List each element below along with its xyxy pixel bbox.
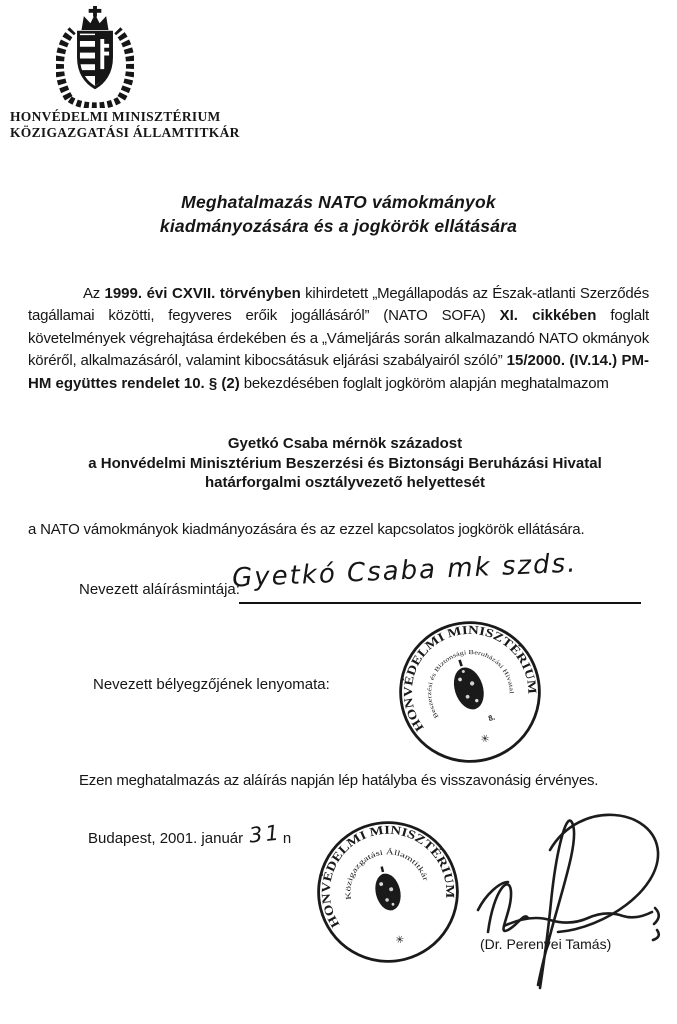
stamp-center-emblem	[370, 864, 405, 914]
law-seg-6: bekezdésében foglalt jogköröm alapján meghatalmazom	[239, 374, 609, 392]
grantee-organization: a Honvédelmi Minisztérium Beszerzési és Biztonsági Beruházási Hivatal	[88, 454, 602, 472]
signature-line	[239, 602, 641, 604]
grantee-position: határforgalmi osztályvezető helyettesét	[204, 474, 486, 491]
handwritten-day: 31	[247, 820, 284, 848]
law-seg-4: foglalt követelmények végrehajtása érdekében és a „Vámeljárás során alkalmazandó NATO okmányok köréről, alkalmazásáról, valamint kibocsátásuk eljárási szabályairól szóló”	[28, 307, 649, 370]
approver-handwritten-signature	[430, 790, 677, 1005]
stamp-outer-text: HONVÉDELMI MINISZTÉRIUM	[318, 822, 458, 931]
law-seg-5: 15/2000. (IV.14.) PM-HM együttes rendelet 10. § (2)	[28, 352, 649, 392]
round-stamp-state-secretary	[297, 801, 479, 983]
signer-printed-name: (Dr. Perenyei Tamás)	[480, 936, 612, 952]
stamp-star: ✳	[394, 934, 406, 947]
stamp-outer-text: HONVÉDELMI MINISZTÉRIUM	[400, 622, 540, 735]
ministry-name: HONVÉDELMI MINISZTÉRIUM	[10, 109, 221, 124]
law-seg-1: 1999. évi CXVII. törvényben	[104, 285, 301, 302]
stamp-specimen-label: Nevezett bélyegzőjének lenyomata:	[93, 676, 330, 693]
signature-specimen-label: Nevezett aláírásmintája:	[79, 581, 240, 598]
title-line-2: kiadmányozására és a jogkörök ellátására	[159, 216, 518, 236]
title-line-1: Meghatalmazás NATO vámokmányok	[181, 192, 496, 212]
stamp-star: ✳	[479, 732, 492, 747]
law-seg-0: Az	[83, 285, 105, 302]
date-line	[88, 820, 292, 848]
grantee-block	[0, 434, 677, 493]
state-secretary-office: KÖZIGAZGATÁSI ÁLLAMTITKÁR	[10, 125, 240, 140]
handwritten-signature-specimen: Gyetkó Csaba mk szds.	[231, 548, 578, 594]
stamp-inner-text: Beszerzési és Biztonsági Beruházási Hivatal	[427, 649, 514, 719]
stamp-center-emblem	[446, 656, 489, 714]
document-title	[0, 190, 677, 238]
grantee-name-rank: Gyetkó Csaba mérnök századost	[227, 435, 463, 452]
stamp-number: 8.	[486, 711, 496, 724]
date-suffix: n	[282, 830, 292, 847]
hungarian-coat-of-arms-icon	[56, 6, 134, 108]
validity-line: Ezen meghatalmazás az aláírás napján lép hatályba és visszavonásig érvényes.	[79, 772, 599, 789]
scope-line: a NATO vámokmányok kiadmányozására és az ezzel kapcsolatos jogkörök ellátására.	[28, 521, 585, 538]
date-printed: Budapest, 2001. január	[88, 830, 244, 847]
legal-paragraph	[28, 283, 649, 395]
law-seg-2: kihirdetett „Megállapodás az Észak-atlanti Szerződés tagállamai közötti, fegyveres erőik jogállásáról” (NATO SOFA)	[28, 285, 649, 325]
ministry-header	[10, 109, 240, 141]
stamp-inner-text: Közigazgatási Államtitkár	[343, 847, 431, 901]
round-stamp-procurement-office	[375, 597, 564, 786]
law-seg-3: XI. cikkében	[499, 307, 597, 325]
